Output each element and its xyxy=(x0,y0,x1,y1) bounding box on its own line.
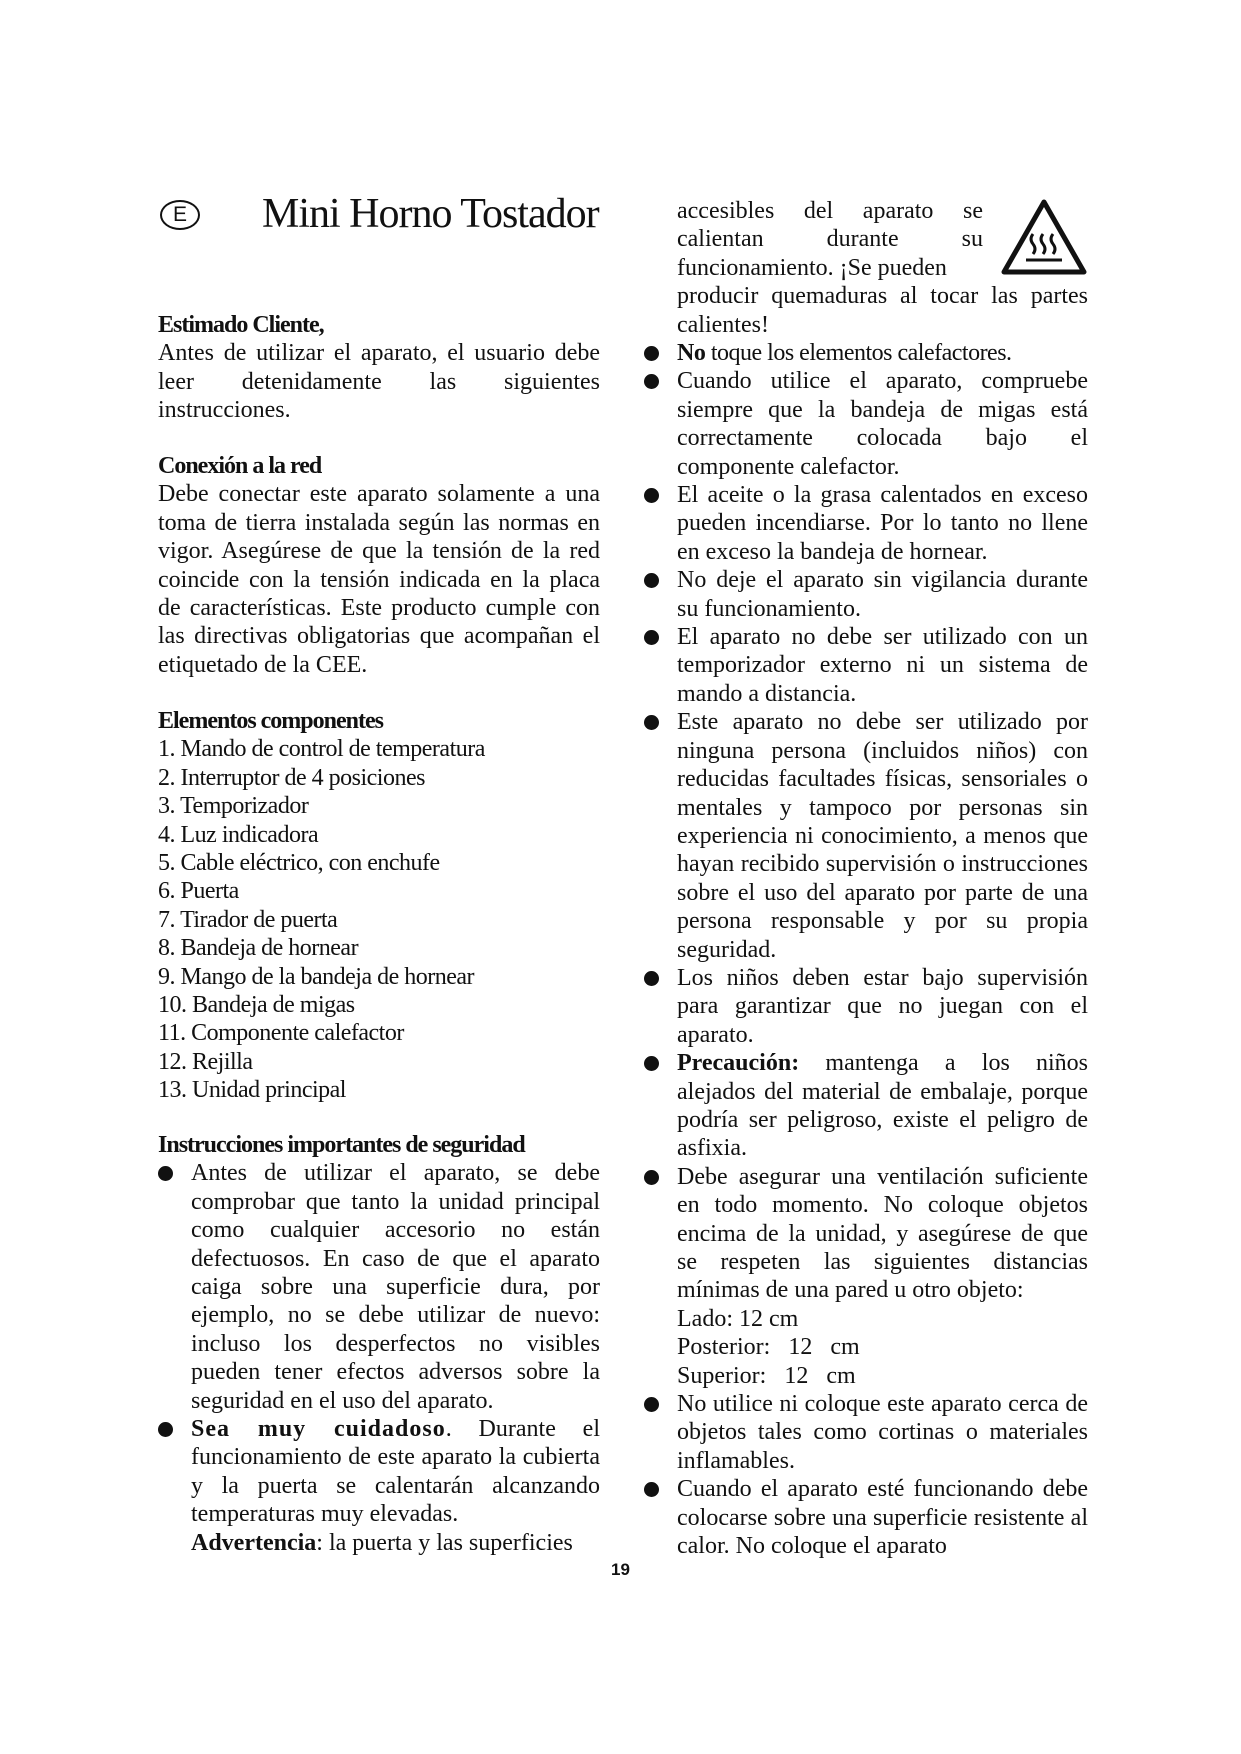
list-item: 8. Bandeja de hornear xyxy=(158,935,359,962)
bullet-icon xyxy=(644,630,659,645)
components-heading: Elementos componentes xyxy=(158,708,383,734)
safety-list-right xyxy=(644,339,1088,1305)
safety-item: Cuando utilice el aparato, compruebe siempre que la bandeja de migas está correctamente colocada bajo el componente calefactor. xyxy=(644,367,1088,481)
list-item: 6. Puerta xyxy=(158,878,239,905)
hot-surface-warning-icon xyxy=(1000,198,1088,276)
bullet-icon xyxy=(644,488,659,503)
safety-item: El aceite o la grasa calentados en exceso pueden incendiarse. Por lo tanto no llene en exceso la bandeja de hornear. xyxy=(644,481,1088,566)
warning-line: Advertencia: la puerta y las superficies xyxy=(191,1529,573,1556)
bullet-icon xyxy=(644,971,659,986)
components-list xyxy=(158,735,600,1104)
greeting-heading: Estimado Cliente, xyxy=(158,312,324,338)
safety-item: No utilice ni coloque este aparato cerca de objetos tales como cortinas o materiales inflamables. xyxy=(644,1390,1088,1475)
list-item: 5. Cable eléctrico, con enchufe xyxy=(158,850,440,877)
distance-top: Superior: 12 cm xyxy=(677,1362,856,1389)
emphasis: Sea muy cuidadoso xyxy=(191,1416,446,1443)
safety-item: Este aparato no debe ser utilizado por ninguna persona (incluidos niños) con reducidas facultades físicas, sensoriales o mentales y tampoco por personas sin experiencia ni conocimiento, a menos que hayan recibido supervisión o instrucciones sobre el uso del aparato por parte de una persona responsable y por su propia seguridad. xyxy=(644,708,1088,964)
bullet-icon xyxy=(158,1166,173,1181)
list-item: 4. Luz indicadora xyxy=(158,821,319,848)
safety-item: Sea muy cuidadoso. Durante el funcionamiento de este aparato la cubierta y la puerta se calentarán alcanzando temperaturas muy elevadas. xyxy=(158,1415,600,1529)
safety-item: No deje el aparato sin vigilancia durante su funcionamiento. xyxy=(644,566,1088,623)
safety-heading: Instrucciones importantes de seguridad xyxy=(158,1132,525,1158)
bullet-icon xyxy=(644,1170,659,1185)
bullet-icon xyxy=(644,573,659,588)
list-item: 3. Temporizador xyxy=(158,793,309,820)
safety-right-column xyxy=(644,339,1088,1560)
components-section xyxy=(158,707,600,1105)
bullet-icon xyxy=(644,1397,659,1412)
list-item: 7. Tirador de puerta xyxy=(158,906,338,933)
safety-item: Antes de utilizar el aparato, se debe comprobar que tanto la unidad principal como cualquier accesorio no están defectuosos. En caso de que el aparato caiga sobre una superficie dura, por ejemplo, no se debe utilizar de nuevo: incluso los desperfectos no visibles pueden tener efectos adversos sobre la seguridad en el uso del aparato. xyxy=(158,1159,600,1415)
distance-rear: Posterior: 12 cm xyxy=(677,1334,860,1361)
connection-section xyxy=(158,452,600,679)
safety-item: Debe asegurar una ventilación suficiente en todo momento. No coloque objetos encima de la unidad, y asegúrese de que se respeten las siguientes distancias mínimas de una pared u otro objeto: xyxy=(644,1163,1088,1305)
connection-text: Debe conectar este aparato solamente a una toma de tierra instalada según las normas en vigor. Asegúrese de que la tensión de la red coincide con la tensión indicada en la placa de características. Este producto cumple con las directivas obligatorias que acompañan el etiquetado de la CEE. xyxy=(158,481,600,678)
page-title: Mini Horno Tostador xyxy=(262,191,599,237)
bullet-icon xyxy=(644,346,659,361)
emphasis: Precaución: xyxy=(677,1050,800,1077)
list-item: 10. Bandeja de migas xyxy=(158,992,355,1019)
list-item: 1. Mando de control de temperatura xyxy=(158,736,485,763)
page-number: 19 xyxy=(611,1560,630,1579)
bullet-icon xyxy=(644,374,659,389)
bullet-icon xyxy=(644,715,659,730)
connection-heading: Conexión a la red xyxy=(158,453,322,479)
bullet-icon xyxy=(644,1056,659,1071)
warning-cont-top: accesibles del aparato se calientan durante su funcionamiento. ¡Se pueden xyxy=(677,198,983,281)
emphasis: No xyxy=(677,340,706,366)
safety-item: Cuando el aparato esté funcionando debe colocarse sobre una superficie resistente al calor. No coloque el aparato xyxy=(644,1475,1088,1560)
distance-side: Lado: 12 cm xyxy=(677,1305,799,1332)
safety-list-right-end xyxy=(644,1390,1088,1560)
bullet-icon xyxy=(158,1422,173,1437)
language-badge: E xyxy=(160,200,200,230)
safety-item: Los niños deben estar bajo supervisión para garantizar que no juegan con el aparato. xyxy=(644,964,1088,1049)
list-item: 12. Rejilla xyxy=(158,1048,253,1075)
safety-item: Precaución: mantenga a los niños alejados del material de embalaje, porque podría ser peligroso, existe el peligro de asfixia. xyxy=(644,1049,1088,1163)
safety-section xyxy=(158,1131,600,1557)
safety-item: No toque los elementos calefactores. xyxy=(644,339,1088,367)
bullet-icon xyxy=(644,1482,659,1497)
warning-cont-rest: producir quemaduras al tocar las partes calientes! xyxy=(677,283,1088,338)
safety-item: El aparato no debe ser utilizado con un temporizador externo ni un sistema de mando a distancia. xyxy=(644,623,1088,708)
list-item: 13. Unidad principal xyxy=(158,1077,346,1104)
list-item: 11. Componente calefactor xyxy=(158,1020,404,1047)
warning-label: Advertencia xyxy=(191,1529,317,1556)
greeting-text: Antes de utilizar el aparato, el usuario debe leer detenidamente las siguientes instrucciones. xyxy=(158,340,600,424)
greeting-section xyxy=(158,311,600,425)
list-item: 2. Interruptor de 4 posiciones xyxy=(158,764,425,791)
safety-list-left xyxy=(158,1159,600,1528)
list-item: 9. Mango de la bandeja de hornear xyxy=(158,963,475,990)
